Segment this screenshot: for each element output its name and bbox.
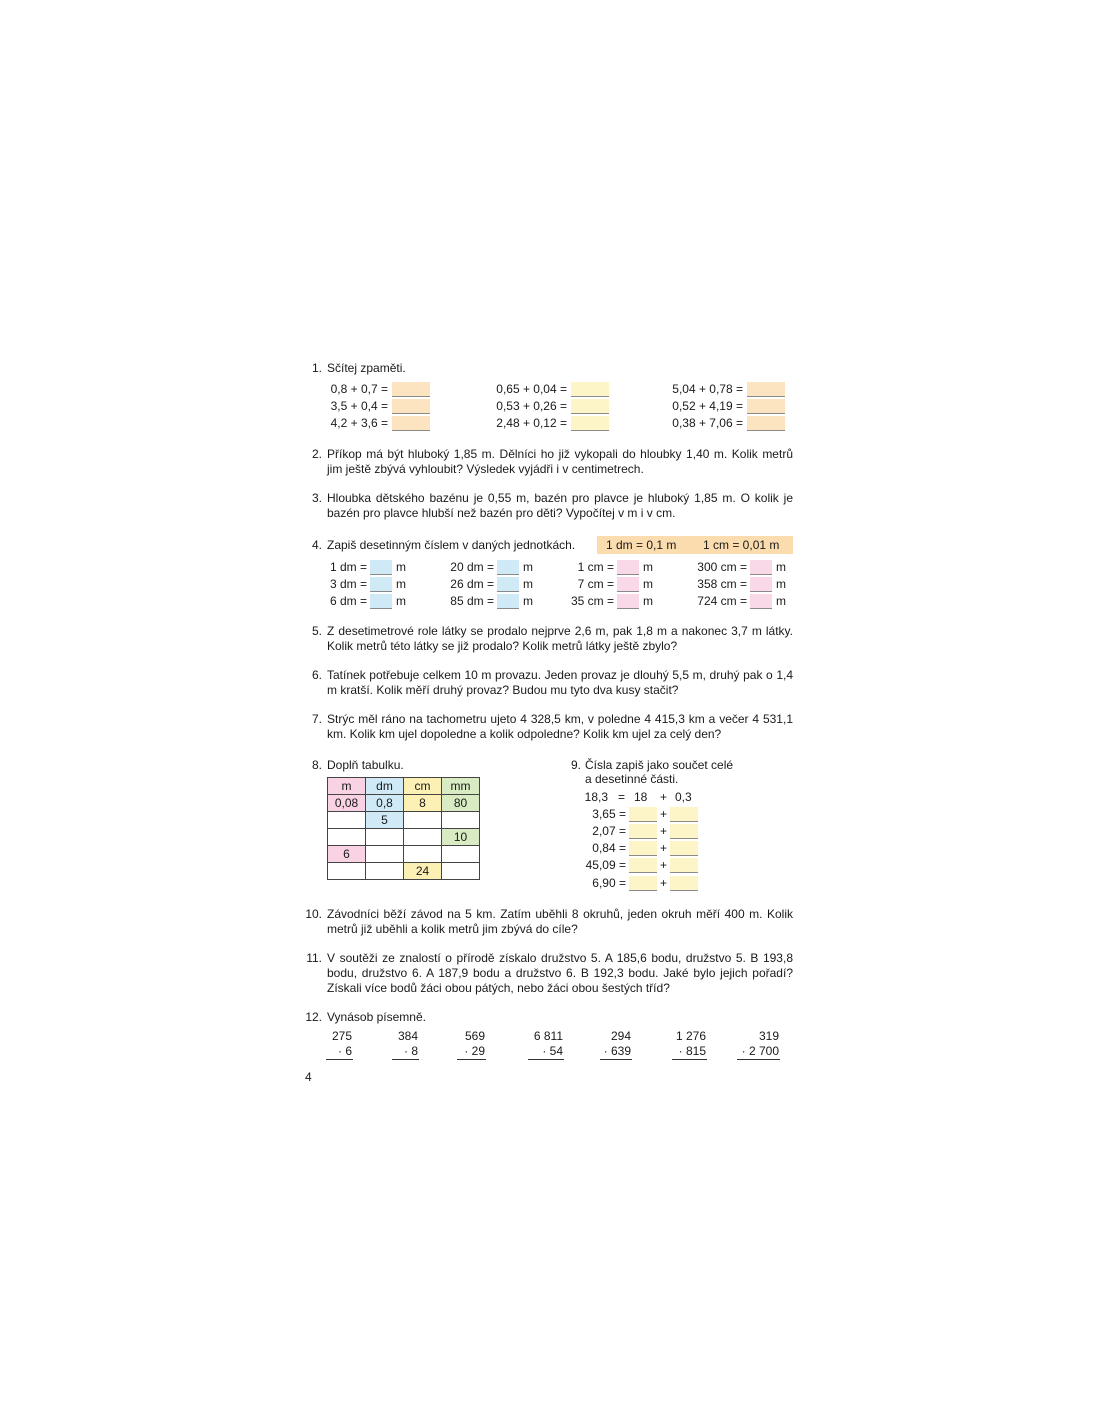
table-cell[interactable]: [366, 863, 404, 880]
decompose-number: 2,07 =: [592, 824, 626, 838]
exercise-number: 12.: [305, 1010, 322, 1024]
unit-label: m: [776, 577, 786, 591]
decimal-part-field[interactable]: [670, 807, 698, 822]
example-decimal: 0,3: [675, 790, 692, 804]
multiplier: · 2 700: [741, 1044, 779, 1058]
exercise-number: 7.: [311, 712, 322, 726]
plus-sign: +: [660, 807, 668, 821]
conversion-expression: 358 cm =: [697, 577, 747, 591]
table-cell[interactable]: [328, 863, 366, 880]
table-cell: 24: [404, 863, 442, 880]
table-cell[interactable]: [404, 812, 442, 829]
decimal-part-field[interactable]: [670, 841, 698, 856]
answer-field[interactable]: [750, 577, 772, 592]
sum-expression: 0,52 + 4,19 =: [672, 399, 743, 413]
table-cell[interactable]: [404, 829, 442, 846]
conversion-expression: 7 cm =: [577, 577, 614, 591]
result-line: [326, 1059, 353, 1060]
table-header: dm: [366, 778, 404, 795]
decompose-number: 45,09 =: [585, 858, 626, 872]
unit-label: m: [396, 577, 406, 591]
exercise-text: Tatínek potřebuje celkem 10 m provazu. Jeden provaz je dlouhý 5,5 m, druhý pak o 1,4 m kratší. Kolik měří druhý provaz? Budou mu tyto dva kusy stačit?: [327, 668, 793, 697]
plus-sign: +: [660, 876, 668, 890]
answer-field[interactable]: [571, 399, 609, 414]
table-cell: 80: [442, 795, 480, 812]
answer-field[interactable]: [497, 560, 519, 575]
whole-part-field[interactable]: [629, 824, 657, 839]
answer-field[interactable]: [497, 577, 519, 592]
table-cell: 0,08: [328, 795, 366, 812]
multiplicand: 294: [610, 1029, 631, 1043]
conversion-expression: 3 dm =: [329, 577, 367, 591]
unit-label: m: [776, 594, 786, 608]
sum-expression: 3,5 + 0,4 =: [330, 399, 388, 413]
table-cell: 8: [404, 795, 442, 812]
answer-field[interactable]: [617, 560, 639, 575]
decompose-number: 0,84 =: [592, 841, 626, 855]
unit-label: m: [523, 594, 533, 608]
conversion-expression: 35 cm =: [570, 594, 614, 608]
multiplier: · 6: [337, 1044, 352, 1058]
conversion-expression: 26 dm =: [450, 577, 494, 591]
unit-label: m: [523, 560, 533, 574]
exercise-number: 3.: [311, 491, 322, 505]
answer-field[interactable]: [571, 382, 609, 397]
unit-label: m: [643, 560, 653, 574]
multiplicand: 384: [397, 1029, 418, 1043]
sum-expression: 0,8 + 0,7 =: [330, 382, 388, 396]
exercise-number: 2.: [311, 447, 322, 461]
exercise-text: Z desetimetrové role látky se prodalo nejprve 2,6 m, pak 1,8 m a nakonec 3,7 m látky. Kolik metrů této látky se již prodalo? Kolik metrů látky ještě zbylo?: [327, 624, 793, 653]
result-line: [457, 1059, 486, 1060]
table-cell[interactable]: [442, 863, 480, 880]
sum-expression: 0,38 + 7,06 =: [672, 416, 743, 430]
result-line: [672, 1059, 707, 1060]
conversion-table: [327, 777, 480, 880]
conversion-expression: 20 dm =: [450, 560, 494, 574]
exercise-text: V soutěži ze znalostí o přírodě získalo družstvo 5. A 185,6 bodu, družstvo 5. B 193,8 bodu, družstvo 6. A 187,9 bodu a družstvo 6. B 192,3 bodu. Jaké bylo jejich pořadí? Získali více bodů žáci obou pátých, nebo žáci obou šestých tříd?: [327, 951, 793, 995]
hint-text: 1 cm = 0,01 m: [703, 538, 780, 552]
multiplier: · 54: [542, 1044, 563, 1058]
exercise-title: Čísla zapiš jako součet celé: [585, 758, 734, 772]
answer-field[interactable]: [392, 382, 430, 397]
plus-sign: +: [660, 824, 668, 838]
decimal-part-field[interactable]: [670, 858, 698, 873]
exercise-number: 1.: [311, 361, 322, 375]
plus-sign: +: [660, 841, 668, 855]
sum-expression: 0,53 + 0,26 =: [496, 399, 567, 413]
conversion-expression: 1 cm =: [577, 560, 614, 574]
answer-field[interactable]: [370, 594, 392, 609]
unit-label: m: [396, 594, 406, 608]
exercise-text: Příkop má být hluboký 1,85 m. Dělníci ho již vykopali do hloubky 1,40 m. Kolik metrů jim ještě zbývá vyhloubit? Výsledek vyjádři i v centimetrech.: [327, 447, 793, 476]
sum-expression: 5,04 + 0,78 =: [672, 382, 743, 396]
example-whole: 18: [634, 790, 648, 804]
multiplicand: 6 811: [533, 1029, 563, 1043]
result-line: [392, 1059, 419, 1060]
exercise-title: Doplň tabulku.: [327, 758, 404, 772]
table-row: [328, 846, 480, 863]
whole-part-field[interactable]: [629, 858, 657, 873]
answer-field[interactable]: [392, 416, 430, 431]
exercise-number: 4.: [311, 538, 322, 552]
table-cell[interactable]: [404, 846, 442, 863]
result-line: [600, 1059, 632, 1060]
whole-part-field[interactable]: [629, 807, 657, 822]
conversion-expression: 300 cm =: [697, 560, 747, 574]
answer-field[interactable]: [747, 382, 785, 397]
whole-part-field[interactable]: [629, 841, 657, 856]
table-cell[interactable]: [442, 846, 480, 863]
result-line: [528, 1059, 564, 1060]
decompose-number: 3,65 =: [592, 807, 626, 821]
answer-field[interactable]: [750, 560, 772, 575]
table-cell: 0,8: [366, 795, 404, 812]
unit-label: m: [396, 560, 406, 574]
exercise-number: 5.: [311, 624, 322, 638]
multiplicand: 569: [464, 1029, 485, 1043]
multiplicand: 1 276: [675, 1029, 706, 1043]
sum-expression: 2,48 + 0,12 =: [496, 416, 567, 430]
multiplier: · 815: [678, 1044, 706, 1058]
answer-field[interactable]: [747, 399, 785, 414]
table-cell[interactable]: [328, 812, 366, 829]
page-number: 4: [305, 1070, 312, 1084]
decimal-part-field[interactable]: [670, 876, 698, 891]
decimal-part-field[interactable]: [670, 824, 698, 839]
example-plus: +: [660, 790, 668, 804]
answer-field[interactable]: [370, 560, 392, 575]
exercise-text: Závodníci běží závod na 5 km. Zatím uběhli 8 okruhů, jeden okruh měří 400 m. Kolik metrů již uběhli a kolik metrů jim zbývá do cíle?: [327, 907, 793, 936]
table-cell: 10: [442, 829, 480, 846]
table-row: [328, 795, 480, 812]
table-row: [328, 863, 480, 880]
answer-field[interactable]: [497, 594, 519, 609]
hint-text: 1 dm = 0,1 m: [606, 538, 677, 552]
multiplicand: 275: [331, 1029, 352, 1043]
table-cell[interactable]: [442, 812, 480, 829]
multiplier: · 8: [403, 1044, 418, 1058]
table-cell[interactable]: [366, 829, 404, 846]
conversion-expression: 1 dm =: [329, 560, 367, 574]
answer-field[interactable]: [617, 594, 639, 609]
exercise-number: 11.: [306, 951, 322, 965]
example-equals: =: [618, 790, 626, 804]
table-row: [328, 829, 480, 846]
multiplicand: 319: [758, 1029, 779, 1043]
exercise-title: a desetinné části.: [585, 772, 679, 786]
conversion-expression: 85 dm =: [450, 594, 494, 608]
exercise-text: Strýc měl ráno na tachometru ujeto 4 328,5 km, v poledne 4 415,3 km a večer 4 531,1 km. Kolik km ujel dopoledne a kolik odpoledne? Kolik km ujel za celý den?: [327, 712, 793, 741]
answer-field[interactable]: [617, 577, 639, 592]
whole-part-field[interactable]: [629, 876, 657, 891]
answer-field[interactable]: [392, 399, 430, 414]
exercise-title: Zapiš desetinným číslem v daných jednotkách.: [327, 538, 576, 552]
answer-field[interactable]: [750, 594, 772, 609]
exercise-number: 6.: [311, 668, 322, 682]
example-number: 18,3: [584, 790, 608, 804]
table-cell: 6: [328, 846, 366, 863]
exercise-number: 8.: [311, 758, 322, 772]
exercise-number: 10.: [305, 907, 322, 921]
conversion-expression: 6 dm =: [329, 594, 367, 608]
table-row: [328, 812, 480, 829]
plus-sign: +: [660, 858, 668, 872]
unit-label: m: [643, 594, 653, 608]
multiplier: · 639: [603, 1044, 631, 1058]
table-header: mm: [442, 778, 480, 795]
result-line: [737, 1059, 780, 1060]
exercise-text: Hloubka dětského bazénu je 0,55 m, bazén pro plavce je hluboký 1,85 m. O kolik je bazén pro plavce hlubší než bazén pro děti? Vypočítej v m i v cm.: [327, 491, 793, 520]
unit-label: m: [643, 577, 653, 591]
answer-field[interactable]: [747, 416, 785, 431]
decompose-number: 6,90 =: [592, 876, 626, 890]
table-header: m: [328, 778, 366, 795]
table-header: cm: [404, 778, 442, 795]
table-cell[interactable]: [366, 846, 404, 863]
unit-label: m: [523, 577, 533, 591]
conversion-expression: 724 cm =: [697, 594, 747, 608]
unit-label: m: [776, 560, 786, 574]
sum-expression: 4,2 + 3,6 =: [330, 416, 388, 430]
exercise-number: 9.: [571, 758, 582, 772]
table-cell[interactable]: [328, 829, 366, 846]
multiplier: · 29: [464, 1044, 485, 1058]
sum-expression: 0,65 + 0,04 =: [496, 382, 567, 396]
answer-field[interactable]: [571, 416, 609, 431]
exercise-title: Vynásob písemně.: [327, 1010, 426, 1024]
table-cell: 5: [366, 812, 404, 829]
answer-field[interactable]: [370, 577, 392, 592]
exercise-title: Sčítej zpaměti.: [327, 361, 406, 375]
